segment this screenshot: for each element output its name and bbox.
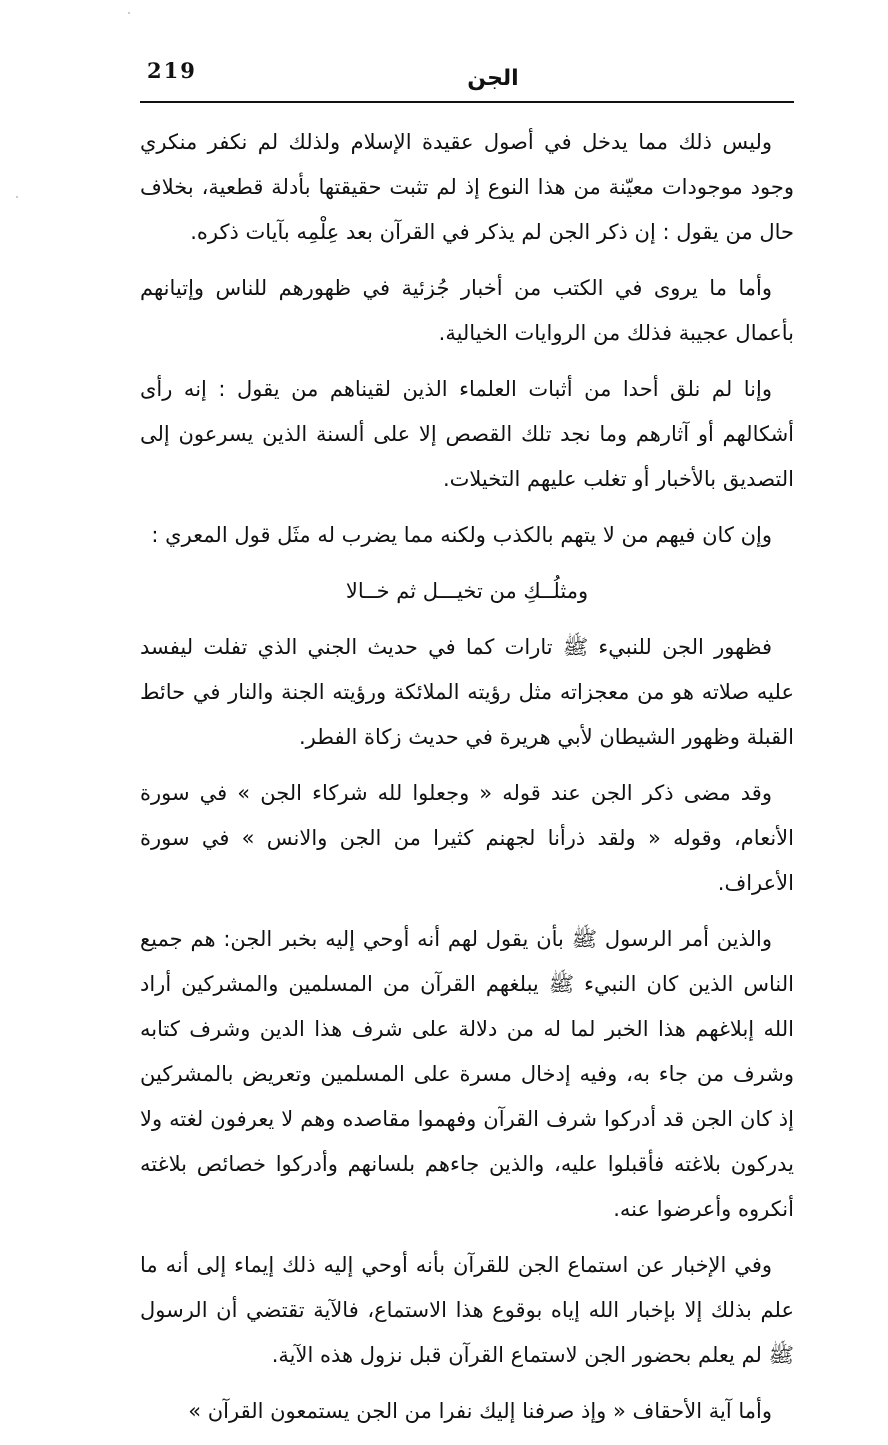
paragraph: وإنا لم نلق أحدا من أثبات العلماء الذين لقيناهم من يقول : إنه رأى أشكالهم أو آثارهم وما نجد تلك القصص إلا على ألسنة الذين يسرعون إلى التصديق بالأخبار أو تغلب عليهم التخيلات. <box>140 377 794 491</box>
margin-speck <box>128 12 130 14</box>
paragraph: وأما آية الأحقاف « وإذ صرفنا إليك نفرا من الجن يستمعون القرآن » <box>188 1399 772 1423</box>
margin-speck <box>16 196 18 198</box>
paragraph: وليس ذلك مما يدخل في أصول عقيدة الإسلام ولذلك لم نكفر منكري وجود موجودات معيّنة من هذا النوع إذ لم تثبت حقيقتها بأدلة قطعية، بخلاف حال من يقول : إن ذكر الجن لم يذكر في القرآن بعد عِلْمِه بآيات ذكره. <box>140 130 794 244</box>
header-rule <box>140 101 794 103</box>
page-number: 219 <box>147 58 197 83</box>
running-title: الجن <box>467 66 519 91</box>
paragraph: وأما ما يروى في الكتب من أخبار جُزئية في ظهورهم للناس وإتيانهم بأعمال عجيبة فذلك من الروايات الخيالية. <box>140 276 794 345</box>
body-text <box>140 120 794 1445</box>
paragraph: وإن كان فيهم من لا يتهم بالكذب ولكنه مما يضرب له مثَل قول المعري : <box>151 523 772 547</box>
poetry-verse: ومثلُــكِ من تخيـــل ثم خــالا <box>345 579 589 603</box>
paragraph: فظهور الجن للنبيء ﷺ تارات كما في حديث الجني الذي تفلت ليفسد عليه صلاته هو من معجزاته مثل رؤيته الملائكة ورؤيته الجنة والنار في حائط القبلة وظهور الشيطان لأبي هريرة في حديث زكاة الفطر. <box>140 635 794 749</box>
paragraph: وقد مضى ذكر الجن عند قوله « وجعلوا لله شركاء الجن » في سورة الأنعام، وقوله « ولقد ذرأنا لجهنم كثيرا من الجن والانس » في سورة الأعراف. <box>140 781 794 895</box>
paragraph: وفي الإخبار عن استماع الجن للقرآن بأنه أوحي إليه ذلك إيماء إلى أنه ما علم بذلك إلا بإخبار الله إياه بوقوع هذا الاستماع، فالآية تقتضي أن الرسول ﷺ لم يعلم بحضور الجن لاستماع القرآن قبل نزول هذه الآية. <box>140 1253 794 1367</box>
paragraph: والذين أمر الرسول ﷺ بأن يقول لهم أنه أوحي إليه بخبر الجن: هم جميع الناس الذين كان النبيء ﷺ يبلغهم القرآن من المسلمين والمشركين أراد الله إبلاغهم هذا الخبر لما له من دلالة على شرف هذا الدين وشرف كتابه وشرف من جاء به، وفيه إدخال مسرة على المسلمين وتعريض بالمشركين إذ كان الجن قد أدركوا شرف القرآن وفهموا مقاصده وهم لا يعرفون لغته ولا يدركون بلاغته فأقبلوا عليه، والذين جاءهم بلسانهم وأدركوا خصائص بلاغته أنكروه وأعرضوا عنه. <box>140 927 794 1221</box>
